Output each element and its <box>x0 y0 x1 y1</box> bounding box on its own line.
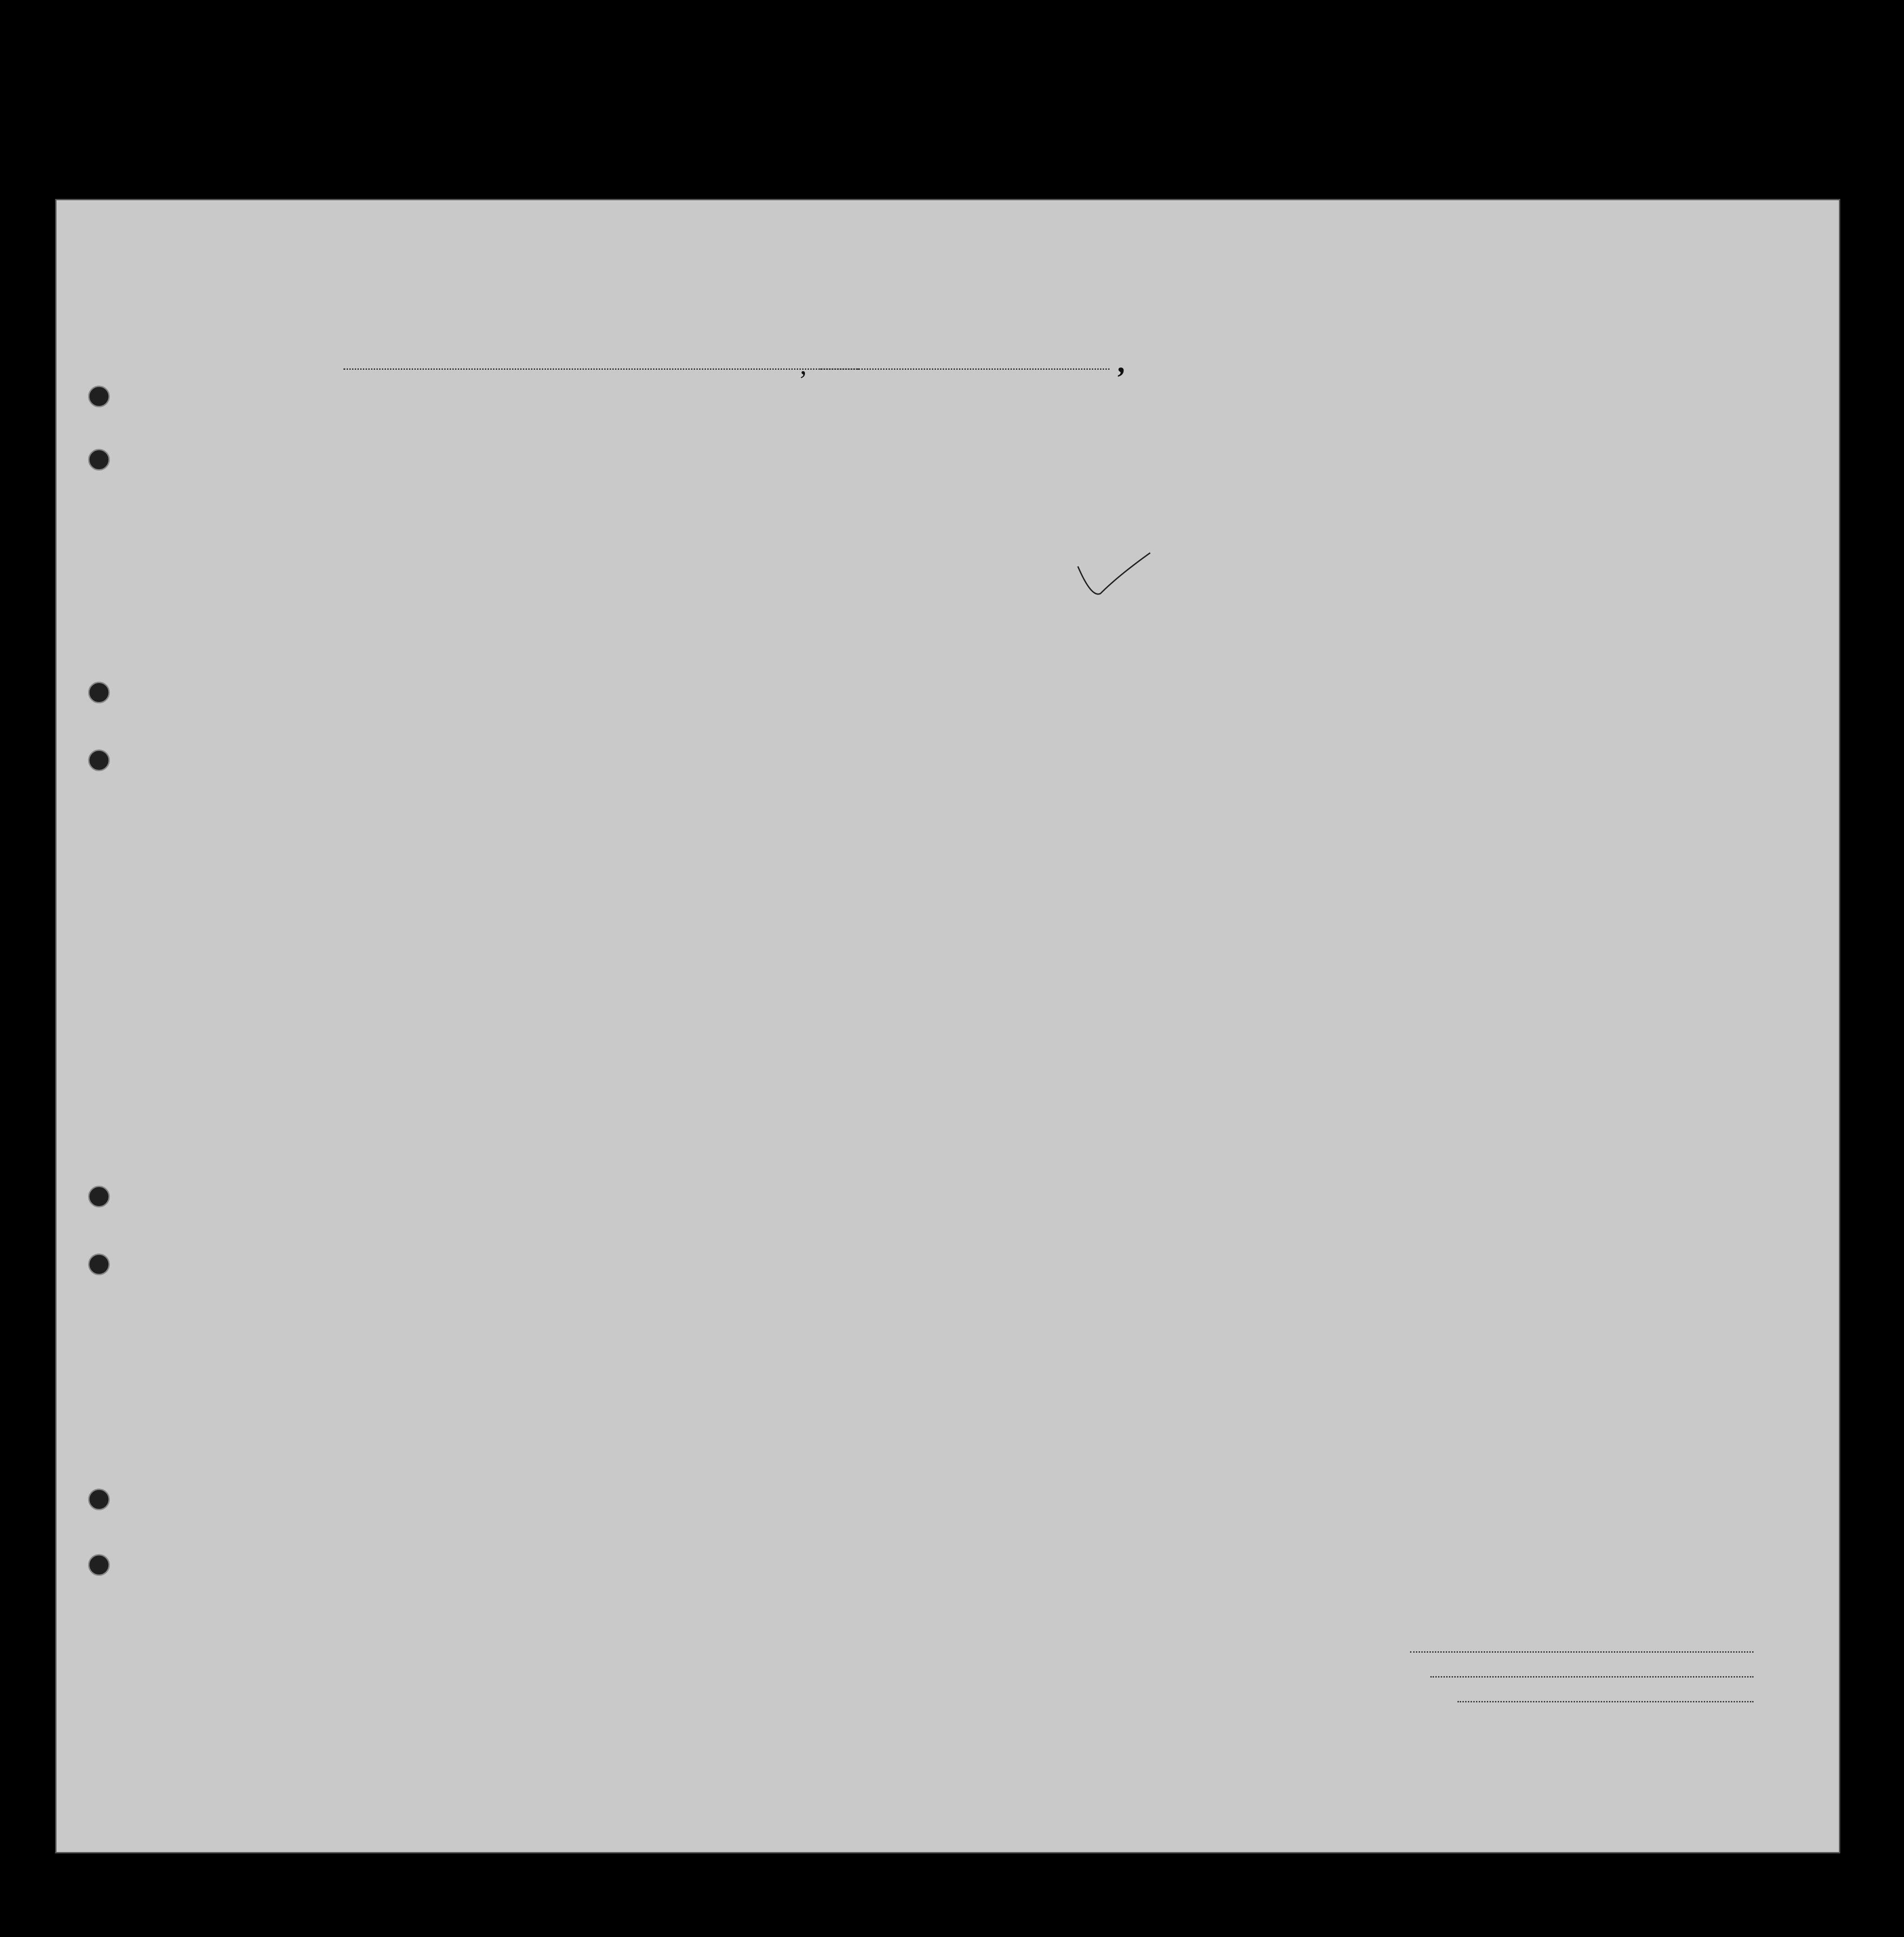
header-col34-feet <box>1526 517 1540 553</box>
header-col34-inches <box>1548 517 1561 553</box>
line-rule <box>1410 1651 1754 1653</box>
binder-hole <box>88 1489 110 1510</box>
agents-rule <box>1457 1701 1754 1702</box>
header-col21 <box>668 426 690 553</box>
binder-hole <box>88 449 110 471</box>
binder-hole <box>88 386 110 407</box>
binder-hole <box>88 749 110 771</box>
year-printed: , <box>1119 344 1126 379</box>
header-col19 <box>556 424 592 560</box>
header-col24-b <box>1119 451 1144 560</box>
header-col27 <box>1254 426 1277 557</box>
header-col29 <box>1331 426 1358 557</box>
manifest-sheet <box>55 199 1840 1853</box>
binder-hole <box>88 682 110 703</box>
check-mark <box>1073 548 1155 603</box>
table-grid <box>56 200 1842 1855</box>
header-col25 <box>1199 426 1226 557</box>
header-col30 <box>1361 426 1381 557</box>
binder-hole <box>88 1254 110 1275</box>
header-col26 <box>1229 426 1251 557</box>
comma: , <box>800 350 807 380</box>
binder-hole <box>88 1554 110 1576</box>
header-col24-a <box>1091 451 1119 560</box>
binder-hole <box>88 1186 110 1207</box>
owners-rule <box>1430 1676 1754 1678</box>
header-col31 <box>1383 426 1404 557</box>
header-col28 <box>1279 426 1329 557</box>
header-col24-c <box>1146 451 1171 560</box>
